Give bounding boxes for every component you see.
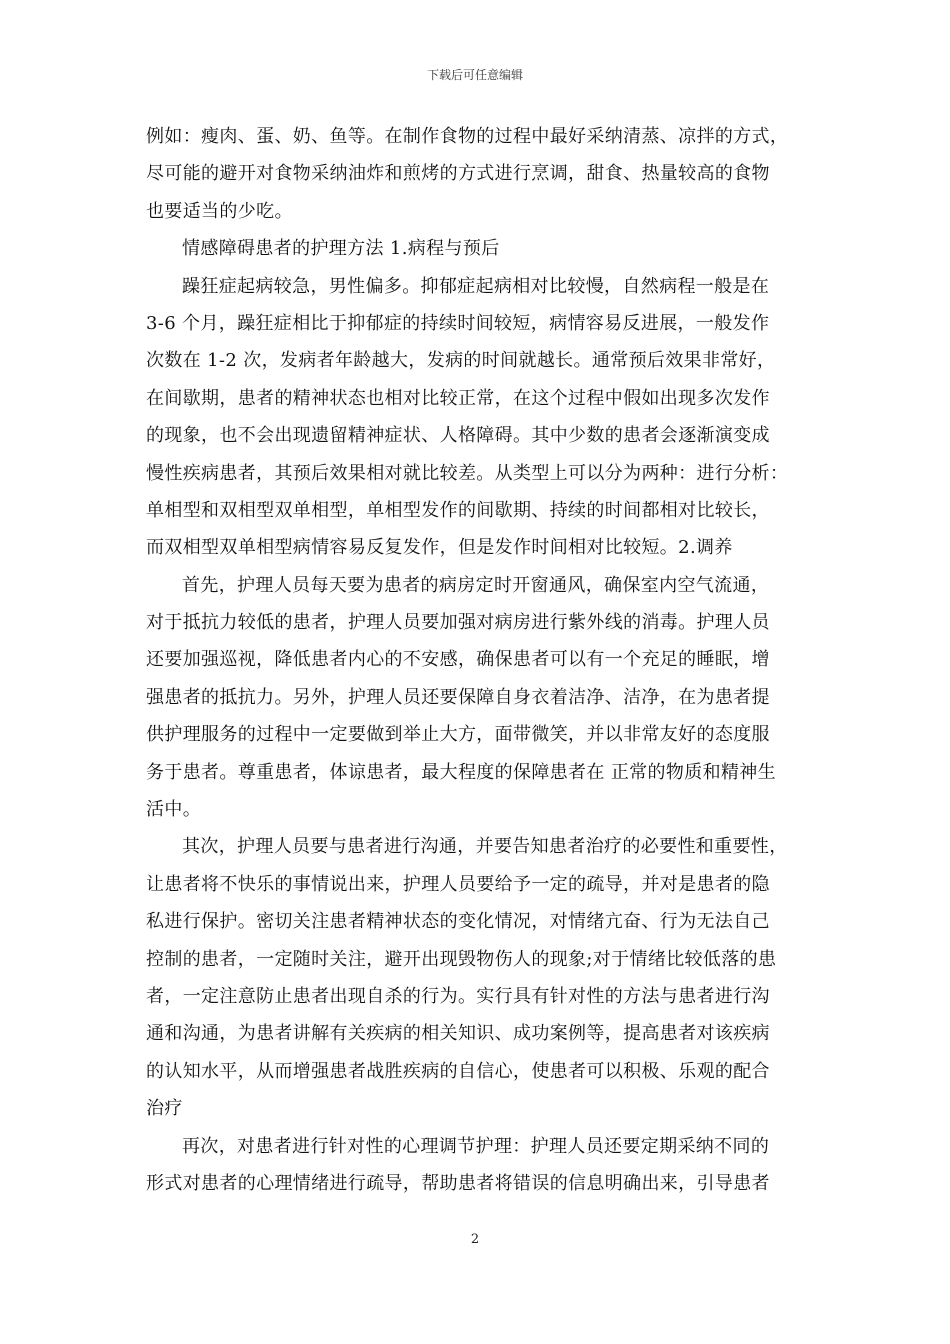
text-line: 治疗: [146, 1098, 183, 1120]
text-line: 在间歇期，患者的精神状态也相对比较正常，在这个过程中假如出现多次发作: [146, 387, 770, 409]
document-body: [146, 118, 822, 1202]
page-number: 2: [470, 1232, 480, 1247]
text-line: 尽可能的避开对食物采纳油炸和煎烤的方式进行烹调，甜食、热量较高的食物: [146, 163, 770, 185]
text-line: 活中。: [146, 799, 202, 821]
section-heading: 情感障碍患者的护理方法 1.病程与预后: [182, 238, 500, 260]
text-line: 者，一定注意防止患者出现自杀的行为。实行具有针对性的方法与患者进行沟: [146, 985, 770, 1007]
text-line: 首先，护理人员每天要为患者的病房定时开窗通风，确保室内空气流通，: [182, 574, 770, 596]
page-header: 下载后可任意编辑: [426, 68, 523, 82]
text-line: 形式对患者的心理情绪进行疏导，帮助患者将错误的信息明确出来，引导患者: [146, 1172, 770, 1194]
text-line: 强患者的抵抗力。另外，护理人员还要保障自身衣着洁净、洁净，在为患者提: [146, 686, 770, 708]
text-line: 例如：瘦肉、蛋、奶、鱼等。在制作食物的过程中最好采纳清蒸、凉拌的方式，: [146, 126, 789, 147]
text-line: 通和沟通，为患者讲解有关疾病的相关知识、成功案例等，提高患者对该疾病: [146, 1023, 770, 1045]
text-line: 再次，对患者进行针对性的心理调节护理：护理人员还要定期采纳不同的: [182, 1135, 770, 1157]
text-line: 也要适当的少吃。: [146, 200, 293, 222]
text-line: 而双相型双单相型病情容易反复发作，但是发作时间相对比较短。2.调养: [146, 537, 733, 559]
text-line: 3-6 个月，躁狂症相比于抑郁症的持续时间较短，病情容易反进展，一般发作: [146, 312, 770, 334]
text-line: 躁狂症起病较急，男性偏多。抑郁症起病相对比较慢，自然病程一般是在: [182, 275, 770, 297]
text-line: 供护理服务的过程中一定要做到举止大方，面带微笑，并以非常友好的态度服: [146, 724, 770, 746]
text-line: 慢性疾病患者，其预后效果相对就比较差。从类型上可以分为两种：进行分析：: [146, 462, 789, 484]
text-line: 单相型和双相型双单相型，单相型发作的间歇期、持续的时间都相对比较长，: [146, 499, 770, 521]
text-line: 对于抵抗力较低的患者，护理人员要加强对病房进行紫外线的消毒。护理人员: [146, 612, 770, 634]
text-line: 次数在 1-2 次，发病者年龄越大，发病的时间就越长。通常预后效果非常好，: [146, 350, 776, 372]
text-line: 务于患者。尊重患者，体谅患者，最大程度的保障患者在 正常的物质和精神生: [146, 761, 776, 783]
text-line: 的认知水平，从而增强患者战胜疾病的自信心，使患者可以积极、乐观的配合: [146, 1060, 770, 1082]
text-line: 让患者将不快乐的事情说出来，护理人员要给予一定的疏导，并对是患者的隐: [146, 873, 770, 895]
text-line: 私进行保护。密切关注患者精神状态的变化情况，对情绪亢奋、行为无法自己: [146, 911, 770, 933]
text-line: 控制的患者，一定随时关注，避开出现毁物伤人的现象;对于情绪比较低落的患: [146, 948, 777, 970]
text-line: 的现象，也不会出现遗留精神症状、人格障碍。其中少数的患者会逐渐演变成: [146, 425, 770, 447]
text-line: 还要加强巡视，降低患者内心的不安感，确保患者可以有一个充足的睡眠，增: [146, 649, 770, 671]
text-line: 其次，护理人员要与患者进行沟通，并要告知患者治疗的必要性和重要性，: [182, 836, 788, 858]
